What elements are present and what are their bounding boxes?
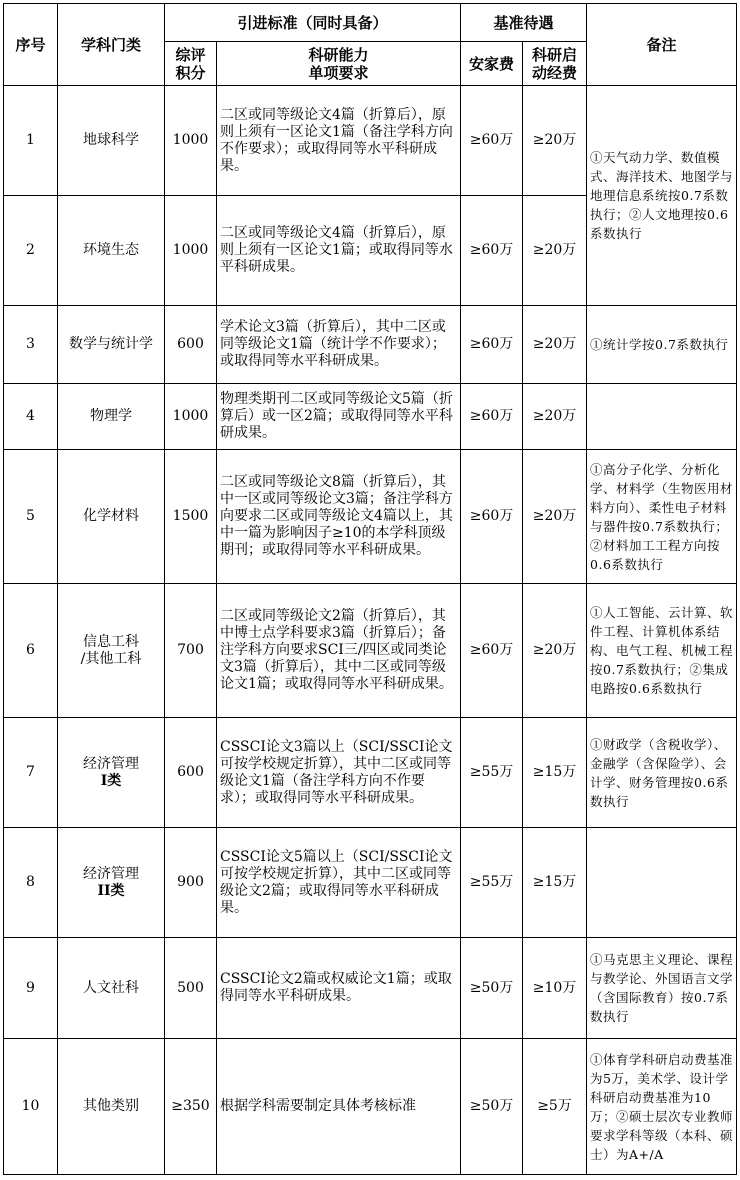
row-startup: ≥20万 (523, 450, 587, 584)
row-category (58, 828, 165, 938)
row-score: 500 (165, 938, 217, 1039)
category-line1: 环境生态 (83, 242, 139, 258)
category-line1: 人文社科 (83, 979, 139, 996)
row-number: 8 (4, 828, 58, 938)
category-line1: 信息工科 (83, 633, 139, 650)
row-remark: ①体育学科研启动费基准为5万，美术学、设计学科研启动费基准为10万；②硕士层次专业教师要求学科等级（本科、硕士）为A+/A (587, 1039, 737, 1175)
row-category (58, 718, 165, 828)
row-startup: ≥15万 (523, 718, 587, 828)
row-remark: ①高分子化学、分析化学、材料学（生物医用材料方向）、柔性电子材料与器件按0.7系数执行；②材料加工工程方向按0.6系数执行 (587, 450, 737, 584)
row-number: 10 (4, 1039, 58, 1175)
header-category: 学科门类 (58, 4, 165, 86)
header-research (217, 42, 461, 86)
row-housing: ≥60万 (461, 196, 523, 306)
category-line1: 经济管理 (83, 865, 139, 882)
row-requirement: 物理类期刊二区或同等级论文5篇（折算后）或一区2篇；或取得同等水平科研成果。 (217, 384, 461, 450)
row-number: 3 (4, 306, 58, 384)
row-score: 1000 (165, 86, 217, 196)
row-requirement: 二区或同等级论文4篇（折算后），原则上须有一区论文1篇（备注学科方向不作要求）；或取得同等水平科研成果。 (217, 86, 461, 196)
row-startup: ≥20万 (523, 384, 587, 450)
row-startup: ≥20万 (523, 306, 587, 384)
row-number: 5 (4, 450, 58, 584)
row-category (58, 938, 165, 1039)
header-seq: 序号 (4, 4, 58, 86)
row-requirement: 二区或同等级论文8篇（折算后），其中一区或同等级论文3篇；备注学科方向要求二区或同等级论文4篇以上，其中一篇为影响因子≥10的本学科顶级期刊；或取得同等水平科研成果。 (217, 450, 461, 584)
header-startup (523, 42, 587, 86)
row-requirement: CSSCI论文2篇或权威论文1篇；或取得同等水平科研成果。 (217, 938, 461, 1039)
talent-introduction-table (3, 3, 737, 1175)
row-housing: ≥60万 (461, 384, 523, 450)
category-line1: 数学与统计学 (69, 336, 153, 352)
header-treatment: 基准待遇 (461, 4, 587, 42)
header-housing: 安家费 (461, 42, 523, 86)
row-requirement: 二区或同等级论文4篇（折算后），原则上须有一区论文1篇；或取得同等水平科研成果。 (217, 196, 461, 306)
header-research-line1: 科研能力 (308, 45, 369, 64)
row-remark: ①人工智能、云计算、软件工程、计算机体系结构、电气工程、机械工程按0.7系数执行；②集成电路按0.6系数执行 (587, 584, 737, 718)
table-row (4, 1039, 737, 1175)
row-category (58, 450, 165, 584)
category-line2: /其他工科 (80, 650, 142, 667)
row-score: ≥350 (165, 1039, 217, 1175)
row-requirement: 根据学科需要制定具体考核标准 (217, 1039, 461, 1175)
table-row (4, 306, 737, 384)
category-line1: 其他类别 (83, 1098, 139, 1114)
row-remark: ①财政学（含税收学）、金融学（含保险学）、会计学、财务管理按0.6系数执行 (587, 718, 737, 828)
row-score: 1000 (165, 384, 217, 450)
category-line1: 物理学 (90, 408, 132, 424)
row-category (58, 584, 165, 718)
row-remark: ①天气动力学、数值模式、海洋技术、地图学与地理信息系统按0.7系数执行；②人文地理按0.6系数执行 (587, 86, 737, 306)
category-line2: I类 (100, 772, 122, 789)
row-housing: ≥50万 (461, 938, 523, 1039)
row-remark (587, 828, 737, 938)
row-number: 4 (4, 384, 58, 450)
row-category (58, 196, 165, 306)
row-startup: ≥5万 (523, 1039, 587, 1175)
row-category (58, 306, 165, 384)
row-requirement: CSSCI论文3篇以上（SCI/SSCI论文可按学校规定折算），其中二区或同等级论文1篇（备注学科方向不作要求）；或取得同等水平科研成果。 (217, 718, 461, 828)
row-number: 6 (4, 584, 58, 718)
row-category (58, 1039, 165, 1175)
table-row (4, 450, 737, 584)
row-score: 900 (165, 828, 217, 938)
row-housing: ≥50万 (461, 1039, 523, 1175)
row-housing: ≥55万 (461, 828, 523, 938)
row-housing: ≥60万 (461, 86, 523, 196)
header-score-line2: 积分 (175, 63, 206, 82)
row-score: 1500 (165, 450, 217, 584)
header-score (165, 42, 217, 86)
row-housing: ≥55万 (461, 718, 523, 828)
row-housing: ≥60万 (461, 306, 523, 384)
category-line1: 地球科学 (83, 132, 139, 148)
row-requirement: CSSCI论文5篇以上（SCI/SSCI论文可按学校规定折算），其中二区或同等级论文2篇；或取得同等水平科研成果。 (217, 828, 461, 938)
row-startup: ≥10万 (523, 938, 587, 1039)
row-remark: ①统计学按0.7系数执行 (587, 306, 737, 384)
category-line2: II类 (97, 882, 125, 899)
row-category (58, 86, 165, 196)
row-requirement: 二区或同等级论文2篇（折算后），其中博士点学科要求3篇（折算后）；备注学科方向要求SCI三/四区或同类论文3篇（折算后），其中二区或同等级论文1篇；或取得同等水平科研成果。 (217, 584, 461, 718)
row-score: 600 (165, 718, 217, 828)
table-row (4, 938, 737, 1039)
row-remark: ①马克思主义理论、课程与教学论、外国语言文学（含国际教育）按0.7系数执行 (587, 938, 737, 1039)
table-row (4, 828, 737, 938)
row-number: 1 (4, 86, 58, 196)
row-score: 600 (165, 306, 217, 384)
row-requirement: 学术论文3篇（折算后），其中二区或同等级论文1篇（统计学不作要求）；或取得同等水平科研成果。 (217, 306, 461, 384)
table-row (4, 86, 737, 196)
table-row (4, 718, 737, 828)
header-score-line1: 综评 (175, 45, 206, 64)
row-score: 1000 (165, 196, 217, 306)
table-row (4, 584, 737, 718)
row-startup: ≥20万 (523, 196, 587, 306)
header-startup-line1: 科研启 (532, 45, 578, 64)
table-row (4, 384, 737, 450)
category-line1: 经济管理 (83, 755, 139, 772)
row-category (58, 384, 165, 450)
row-number: 7 (4, 718, 58, 828)
row-score: 700 (165, 584, 217, 718)
row-housing: ≥60万 (461, 584, 523, 718)
header-criteria: 引进标准（同时具备） (165, 4, 461, 42)
header-startup-line2: 动经费 (532, 63, 578, 82)
row-startup: ≥20万 (523, 584, 587, 718)
row-startup: ≥20万 (523, 86, 587, 196)
header-remarks: 备注 (587, 4, 737, 86)
header-research-line2: 单项要求 (308, 63, 369, 82)
row-number: 2 (4, 196, 58, 306)
category-line1: 化学材料 (83, 508, 139, 524)
row-housing: ≥60万 (461, 450, 523, 584)
header-row-1 (4, 4, 737, 42)
row-remark (587, 384, 737, 450)
row-startup: ≥15万 (523, 828, 587, 938)
row-number: 9 (4, 938, 58, 1039)
